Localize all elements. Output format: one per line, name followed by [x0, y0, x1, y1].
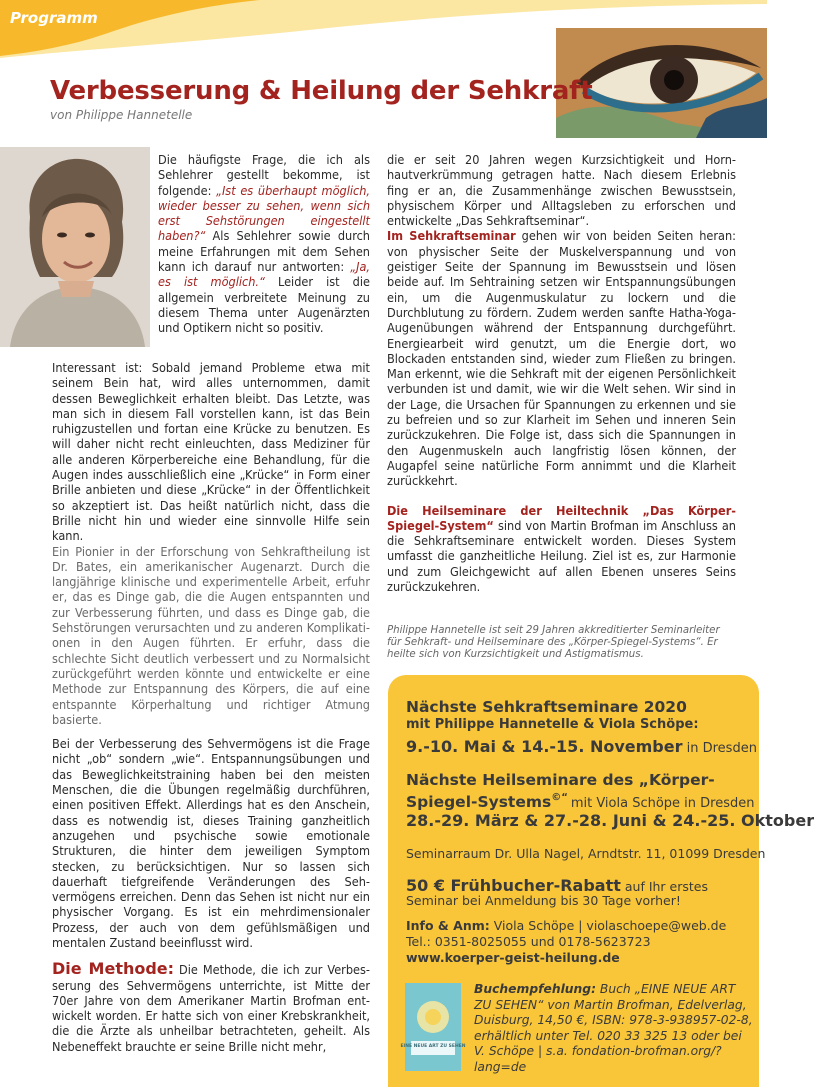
box-sehkraft-dates	[406, 737, 757, 756]
author-photo	[0, 147, 150, 347]
box-sehkraft-sub: mit Philippe Hannetelle & Viola Schöpe:	[406, 717, 699, 732]
intro-question: „Ist es überhaupt möglich, wieder besser zu sehen, wenn sich erst Sehstörungen eingestellt haben?“	[158, 182, 370, 244]
box-heading-sehkraft: Nächste Sehkraftseminare 2020	[406, 698, 687, 716]
heilseminare-lead: Die Heilseminare der Heiltechnik „Das Körper-Spiegel-System“	[387, 502, 736, 533]
heil-heading-tail: mit Viola Schöpe in Dresden	[570, 796, 755, 811]
article-author: von Philippe Hannetelle	[50, 108, 193, 122]
intro-text-3: Leider ist die allgemein verbreitete Meinung zu diesem Thema unter Augenärzten und Optikern nicht so positiv.	[158, 274, 370, 336]
paragraph-improvement: Bei der Verbesserung des Sehvermögens ist die Frage nicht „ob“ sondern „wie“. Entspannungsübungen und das Beweglichkeitstraining haben bei den meisten Menschen, die die Übungen regelmäßig durchführen, einen positiven Effekt. Allerdings hat es den Anschein, dass es notwendig ist, dieses Training ganzheitlich anzugehen und psychische sowie emotionale Strukturen, die hinter dem jeweiligen Symptom stecken, zu berücksichtigen. Nur so lassen sich dauerhaft tiefgreifende Veränderungen des Sehvermögens erreichen. Denn das Sehen ist nicht nur ein physischer Vorgang. Es ist ein mehrdimensionaler Prozess, der auch von dem gefühlsmäßigen und mentalen Zustand beeinflusst wird.	[52, 736, 370, 950]
box-phone[interactable]: Tel.: 0351-8025055 und 0178-5623723	[406, 934, 651, 949]
methode-heading: Die Methode:	[52, 959, 175, 979]
dates-sehkraft: 9.-10. Mai & 14.-15. November	[406, 737, 683, 756]
rabatt-label: 50 € Frühbucher-Rabatt	[406, 876, 621, 895]
methode-text: Die Methode, die ich zur Verbesserung des Sehvermögens unterrichte, ist Mitte der 70er Jahre von dem Amerikaner Martin Brofman entwickelt worden. Er hatte sich von einer Krebskrankheit, die die Ärzte als unheilbar betrachteten, geheilt. Als Nebeneffekt brauchte er seine Brille nicht mehr,	[52, 962, 370, 1054]
paragraph-brofman: die er seit 20 Jahren wegen Kurzsichtigkeit und Hornhautverkrümmung getragen hatte. Nach diesem Erlebnis fing er an, die Zusammenhänge zwischen Bewusstsein, physischem Körper und Alltagsleben zu erforschen und entwickelte „Das Sehkraftseminar“.	[387, 152, 736, 229]
paragraph-bates: Ein Pionier in der Erforschung von Sehkraftheilung ist Dr. Bates, ein amerikanischer Augenarzt. Durch die langjährige klinische und experimentelle Arbeit, erfuhr er, das es Dinge gab, die die Augen entspannten und zur Verbesserung führten, und dass es Dinge gab, die Sehstörungen verursachten und zu anderen Komplikationen in den Augen führten. Er erfuhr, dass die schlechte Sicht deutlich verbessert und zu Normalsicht zurückgeführt werden könnte und entwickelte er eine Methode zur Entspannung des Körpers, die auf eine entspannte Körperhaltung und richtiger Atmung basierte.	[52, 543, 370, 727]
author-bio: Philippe Hannetelle ist seit 29 Jahren akkreditierter Seminarleiter für Sehkraft- und Heilseminare des „Körper-Spiegel-Systems“. Er heilte sich von Kurzsichtigkeit und Astigmatismus.	[387, 625, 720, 660]
paragraph-heilseminare	[387, 503, 736, 595]
book-recommendation	[474, 982, 754, 1075]
sehkraftseminar-lead: Im Sehkraftseminar	[387, 228, 516, 244]
dates-heil: 28.-29. März & 27.-28. Juni & 24.-25. Oktober	[406, 811, 814, 830]
section-label: Programm	[10, 9, 98, 27]
box-contact	[406, 918, 726, 933]
article-title: Verbesserung & Heilung der Sehkraft	[50, 76, 593, 106]
rabatt-tail: auf Ihr erstes	[620, 879, 708, 894]
dates-sehkraft-place: in Dresden	[682, 741, 757, 756]
box-website-link[interactable]: www.koerper-geist-heilung.de	[406, 950, 620, 965]
intro-text-1: Die häufigste Frage, die ich als Sehlehrer gestellt bekomme, ist folgende:	[158, 152, 370, 198]
box-heading-heil-2	[406, 792, 755, 811]
box-heading-heil-1: Nächste Heilseminare des „Körper-	[406, 771, 715, 789]
paragraph-methode	[52, 961, 370, 1054]
paragraph-sehkraftseminar	[387, 228, 736, 488]
paragraph-crutch: Interessant ist: Sobald jemand Probleme etwa mit seinem Bein hat, wird alles unternommen, damit dessen Beweglichkeit erhalten bleibt. Das Letzte, was man sich in diesem Fall vorstellen kann, ist das Bein ruhigzustellen und fortan eine Krücke zu benutzen. Es will daher nicht recht einleuchten, dass Mediziner für alle anderen Körperbereiche eine Behandlung, für die Augen indes ausschließlich eine „Krücke“ in Form einer Brille anbieten und diese „Krücke“ in der Öffentlichkeit so akzeptiert ist. Das heißt natürlich nicht, dass die Brille nicht hin und wieder eine sinnvolle Hilfe sein kann.	[52, 360, 370, 544]
info-label: Info & Anm:	[406, 918, 490, 933]
column-left	[52, 360, 370, 1054]
sehkraftseminar-text: gehen wir von beiden Seiten heran: von physischer Seite der Muskelverspannung und von geistiger Seite der Spannung im Bewusstsein und lösen beide auf. Im Sehtraining setzen wir Entspannungsübungen ein, um die Augenmuskulatur zu lockern und die Durchblutung zu fördern. Zudem werden sanfte Hatha-Yoga-Augenübungen während der Entspannung durchgeführt. Energiearbeit wird genutzt, um die Energie dort, wo Blockaden entstanden sind, wieder zum Fließen zu bringen. Man erkennt, wie die Sehkraft mit der eigenen Persönlichkeit verbunden ist und damit, wie wir die Welt sehen. Wir sind in der Lage, die Ursachen für Spannungen zu erkennen und sie zu befreien und so zur Klarheit im Sehen und inneren Sein zurückzukehren. Die Folge ist, dass sich die Spannungen in den Augenmuskeln auch langfristig lösen können, der Augapfel seine natürliche Form annimmt und die Klarheit zurückkehrt.	[387, 228, 736, 489]
rabatt-line-2: Seminar bei Anmeldung bis 30 Tage vorher!	[406, 893, 681, 908]
heilseminare-text: sind von Martin Brofman im Anschluss an die Sehkraftseminare entwickelt worden. Dieses System umfasst die ganzheitliche Heilung. Ziel ist es, zur Harmonie und zum Gleichgewicht auf allen Ebenen unseres Seins zurückzukehren.	[387, 517, 736, 595]
book-label: Buchempfehlung:	[474, 982, 597, 996]
info-value[interactable]: Viola Schöpe | violaschoepe@web.de	[489, 918, 727, 933]
book-text: Buch „EINE NEUE ART ZU SEHEN“ von Martin Brofman, Edelverlag, Duisburg, 14,50 €, ISBN: 978-3-938957-02-8, erhältlich unter Tel. 020 33 325 13 oder bei V. Schöpe | s.a. fondation-brofman.org/?lang=de	[474, 982, 753, 1074]
intro-answer: „Ja, es ist möglich.“	[158, 259, 370, 290]
seminar-room: Seminarraum Dr. Ulla Nagel, Arndtstr. 11, 01099 Dresden	[406, 846, 766, 861]
column-right	[387, 152, 736, 594]
book-cover-image	[400, 983, 466, 1071]
book-cover-title: EINE NEUE ART ZU SEHEN	[400, 1044, 466, 1049]
intro-paragraph	[158, 152, 370, 336]
heil-heading-part: Spiegel-Systems	[406, 793, 552, 811]
intro-text-2: Als Sehlehrer sowie durch meine Erfahrungen mit dem Sehen kann ich darauf nur antworten:	[158, 228, 370, 275]
copyright-mark: ©“	[551, 792, 568, 803]
